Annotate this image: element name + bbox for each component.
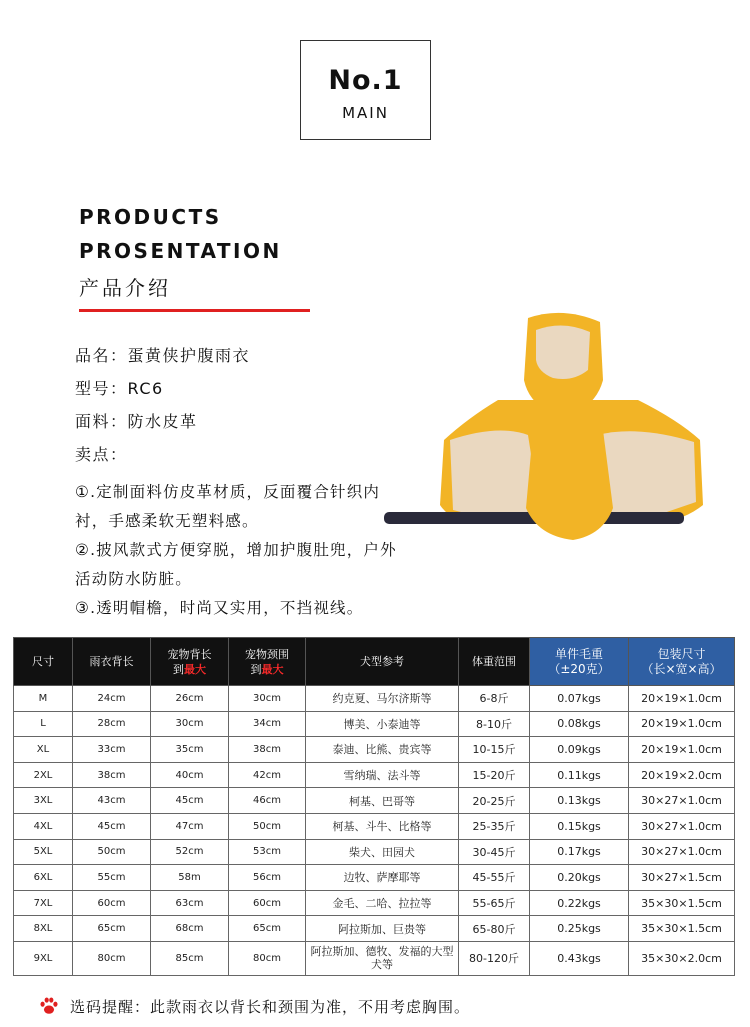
size-reminder <box>38 995 470 1017</box>
cell-breed: 雪纳瑞、法斗等 <box>306 762 459 788</box>
cell-weight: 80-120斤 <box>459 941 530 975</box>
cell-pet-back: 45cm <box>151 788 229 814</box>
cell-breed: 博美、小泰迪等 <box>306 711 459 737</box>
belly-flap <box>526 426 613 540</box>
product-model: 型号：RC6 <box>75 379 164 398</box>
cell-weight: 30-45斤 <box>459 839 530 865</box>
col-pet-neck <box>229 638 306 686</box>
cell-coat-length: 80cm <box>73 941 151 975</box>
heading-line-2: PROSENTATION <box>79 239 282 263</box>
table-row <box>14 839 735 865</box>
cell-breed: 边牧、萨摩耶等 <box>306 865 459 891</box>
cell-pet-back: 58m <box>151 865 229 891</box>
cell-coat-length: 45cm <box>73 813 151 839</box>
cell-weight: 15-20斤 <box>459 762 530 788</box>
col-package-size-label: 包装尺寸 <box>657 646 706 661</box>
cell-pet-back: 30cm <box>151 711 229 737</box>
cell-breed: 阿拉斯加、德牧、发福的大型犬等 <box>306 941 459 975</box>
selling-points <box>75 478 405 623</box>
cell-gross-weight: 0.20kgs <box>530 865 629 891</box>
cell-pet-neck: 46cm <box>229 788 306 814</box>
cell-size: XL <box>14 737 73 763</box>
col-pet-back-label: 宠物背长 <box>167 647 212 661</box>
cell-weight: 6-8斤 <box>459 686 530 712</box>
cell-pet-back: 68cm <box>151 916 229 942</box>
cell-gross-weight: 0.25kgs <box>530 916 629 942</box>
col-gross-weight <box>530 638 629 686</box>
cell-coat-length: 65cm <box>73 916 151 942</box>
table-row <box>14 813 735 839</box>
cell-coat-length: 60cm <box>73 890 151 916</box>
cell-size: 5XL <box>14 839 73 865</box>
paw-icon <box>38 995 60 1017</box>
col-package-size <box>629 638 735 686</box>
cell-size: 4XL <box>14 813 73 839</box>
cell-size: 7XL <box>14 890 73 916</box>
hood-lining <box>536 325 590 379</box>
table-row <box>14 737 735 763</box>
cell-weight: 8-10斤 <box>459 711 530 737</box>
cell-package-size: 35×30×1.5cm <box>629 890 735 916</box>
col-package-size-note: （长×宽×高） <box>641 661 722 676</box>
cell-pet-back: 47cm <box>151 813 229 839</box>
cell-package-size: 35×30×1.5cm <box>629 916 735 942</box>
cell-pet-back: 63cm <box>151 890 229 916</box>
col-pet-neck-label: 宠物颈围 <box>245 647 289 661</box>
cell-pet-back: 85cm <box>151 941 229 975</box>
cell-size: 6XL <box>14 865 73 891</box>
cell-coat-length: 28cm <box>73 711 151 737</box>
cell-size: 2XL <box>14 762 73 788</box>
cell-gross-weight: 0.15kgs <box>530 813 629 839</box>
cell-pet-neck: 56cm <box>229 865 306 891</box>
badge-number: No.1 <box>328 65 403 96</box>
section-heading <box>79 200 282 301</box>
cell-gross-weight: 0.17kgs <box>530 839 629 865</box>
selling-point-3: ③.透明帽檐，时尚又实用，不挡视线。 <box>75 599 364 617</box>
page-badge <box>300 40 431 140</box>
cape-inner-right <box>598 431 696 517</box>
size-table-header <box>14 638 735 686</box>
cell-pet-back: 26cm <box>151 686 229 712</box>
table-row <box>14 865 735 891</box>
col-coat-length: 雨衣背长 <box>73 638 151 686</box>
col-size: 尺寸 <box>14 638 73 686</box>
size-chart <box>13 637 734 976</box>
heading-divider <box>79 309 310 312</box>
cell-coat-length: 33cm <box>73 737 151 763</box>
cell-pet-neck: 38cm <box>229 737 306 763</box>
cell-pet-neck: 53cm <box>229 839 306 865</box>
cell-package-size: 20×19×2.0cm <box>629 762 735 788</box>
cell-coat-length: 55cm <box>73 865 151 891</box>
product-fabric: 面料：防水皮革 <box>75 412 198 431</box>
cell-pet-back: 40cm <box>151 762 229 788</box>
cell-package-size: 20×19×1.0cm <box>629 711 735 737</box>
table-row <box>14 941 735 975</box>
cell-size: 9XL <box>14 941 73 975</box>
cell-gross-weight: 0.08kgs <box>530 711 629 737</box>
cell-weight: 20-25斤 <box>459 788 530 814</box>
selling-point-1: ①.定制面料仿皮革材质，反面覆合针织内衬，手感柔软无塑料感。 <box>75 483 381 530</box>
cell-breed: 柯基、巴哥等 <box>306 788 459 814</box>
badge-label: MAIN <box>342 104 389 122</box>
cell-package-size: 30×27×1.0cm <box>629 788 735 814</box>
cell-package-size: 30×27×1.0cm <box>629 813 735 839</box>
size-table <box>13 637 735 976</box>
col-pet-back-max: 最大 <box>184 662 206 676</box>
cell-size: 8XL <box>14 916 73 942</box>
cell-weight: 55-65斤 <box>459 890 530 916</box>
col-pet-neck-to: 到 <box>250 662 262 676</box>
table-row <box>14 916 735 942</box>
cell-gross-weight: 0.13kgs <box>530 788 629 814</box>
cell-breed: 柯基、斗牛、比格等 <box>306 813 459 839</box>
heading-line-1: PRODUCTS <box>79 205 222 229</box>
cell-pet-neck: 60cm <box>229 890 306 916</box>
col-pet-back-to: 到 <box>173 662 184 676</box>
col-gross-weight-note: （±20克） <box>548 661 610 676</box>
col-pet-neck-max: 最大 <box>261 662 284 676</box>
cell-weight: 25-35斤 <box>459 813 530 839</box>
product-info <box>75 339 250 471</box>
cell-pet-back: 52cm <box>151 839 229 865</box>
cell-breed: 金毛、二哈、拉拉等 <box>306 890 459 916</box>
cell-package-size: 30×27×1.0cm <box>629 839 735 865</box>
cell-coat-length: 43cm <box>73 788 151 814</box>
cell-gross-weight: 0.07kgs <box>530 686 629 712</box>
cell-weight: 10-15斤 <box>459 737 530 763</box>
cell-breed: 约克夏、马尔济斯等 <box>306 686 459 712</box>
cell-weight: 65-80斤 <box>459 916 530 942</box>
col-weight: 体重范围 <box>459 638 530 686</box>
cell-breed: 柴犬、田园犬 <box>306 839 459 865</box>
cell-gross-weight: 0.22kgs <box>530 890 629 916</box>
product-name: 品名：蛋黄侠护腹雨衣 <box>75 346 251 365</box>
table-row <box>14 711 735 737</box>
selling-point-2: ②.披风款式方便穿脱，增加护腹肚兜，户外活动防水防脏。 <box>75 541 397 588</box>
cell-package-size: 30×27×1.5cm <box>629 865 735 891</box>
cell-pet-neck: 30cm <box>229 686 306 712</box>
cell-breed: 阿拉斯加、巨贵等 <box>306 916 459 942</box>
raincoat-product-image <box>378 300 733 590</box>
cell-coat-length: 38cm <box>73 762 151 788</box>
cell-pet-neck: 65cm <box>229 916 306 942</box>
cell-package-size: 20×19×1.0cm <box>629 737 735 763</box>
selling-points-label: 卖点： <box>75 445 128 464</box>
cell-coat-length: 24cm <box>73 686 151 712</box>
cell-size: M <box>14 686 73 712</box>
cell-gross-weight: 0.11kgs <box>530 762 629 788</box>
cell-weight: 45-55斤 <box>459 865 530 891</box>
heading-cn: 产品介绍 <box>79 276 171 300</box>
col-gross-weight-label: 单件毛重 <box>554 646 603 661</box>
cell-coat-length: 50cm <box>73 839 151 865</box>
cell-pet-neck: 50cm <box>229 813 306 839</box>
cell-package-size: 20×19×1.0cm <box>629 686 735 712</box>
table-row <box>14 762 735 788</box>
table-row <box>14 788 735 814</box>
size-table-body <box>14 686 735 976</box>
cell-pet-neck: 42cm <box>229 762 306 788</box>
cell-pet-neck: 34cm <box>229 711 306 737</box>
cell-breed: 泰迪、比熊、贵宾等 <box>306 737 459 763</box>
table-row <box>14 890 735 916</box>
cell-gross-weight: 0.43kgs <box>530 941 629 975</box>
cell-pet-neck: 80cm <box>229 941 306 975</box>
cell-pet-back: 35cm <box>151 737 229 763</box>
reminder-text: 选码提醒：此款雨衣以背长和颈围为准，不用考虑胸围。 <box>70 997 471 1016</box>
cell-gross-weight: 0.09kgs <box>530 737 629 763</box>
cell-size: 3XL <box>14 788 73 814</box>
cell-size: L <box>14 711 73 737</box>
cell-package-size: 35×30×2.0cm <box>629 941 735 975</box>
table-row <box>14 686 735 712</box>
col-breed: 犬型参考 <box>306 638 459 686</box>
col-pet-back <box>151 638 229 686</box>
